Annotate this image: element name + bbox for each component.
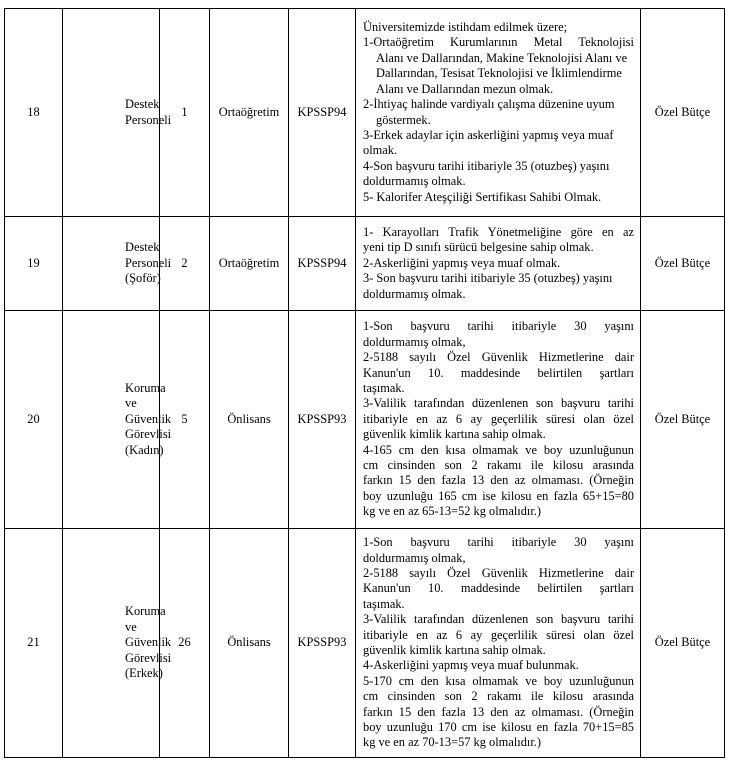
requirement-line: 1-Ortaöğretim Kurumlarının Metal Teknolojisi bbox=[363, 35, 634, 50]
requirement-line: 1-Son başvuru tarihi itibariyle 30 yaşını bbox=[363, 535, 634, 550]
title-line: Koruma ve bbox=[125, 604, 166, 634]
education-level: Ortaöğretim bbox=[210, 9, 289, 217]
requirement-line: 2-5188 sayılı Özel Güvenlik Hizmetlerine dair bbox=[363, 565, 634, 580]
education-level: Ortaöğretim bbox=[210, 217, 289, 311]
requirement-line: Üniversitemizde istihdam edilmek üzere; bbox=[363, 20, 568, 35]
title-line: Görevlisi bbox=[125, 427, 172, 442]
requirement-line: farkın 15 den fazla 13 den az olmaması. (Örneğin bbox=[363, 704, 634, 719]
requirement-line: Alanı ve Dallarından, Makine Teknolojisi Alanı ve bbox=[376, 50, 628, 65]
requirement-line: Kanun'un 10. maddesinde belirtilen şartları bbox=[363, 365, 634, 380]
position-title bbox=[63, 311, 172, 529]
requirements-cell bbox=[356, 9, 641, 217]
title-line: Güvenlik bbox=[125, 635, 172, 650]
requirement-line: 1- Karayolları Trafik Yönetmeliğine göre en az bbox=[363, 224, 634, 239]
title-line: (Şoför) bbox=[125, 271, 161, 286]
table-row bbox=[5, 217, 725, 311]
requirement-line: doldurmamış olmak. bbox=[363, 286, 466, 301]
position-count: 5 bbox=[160, 311, 210, 529]
requirement-line: cm cinsinden son 2 rakamı ile kilosu arasında bbox=[363, 689, 634, 704]
requirement-line: 4-165 cm den kısa olmamak ve boy uzunluğunun bbox=[363, 442, 634, 457]
requirement-line: 1-Son başvuru tarihi itibariyle 30 yaşını bbox=[363, 319, 634, 334]
requirement-line: taşımak. bbox=[363, 380, 405, 395]
requirements-cell bbox=[356, 529, 641, 758]
budget-type: Özel Bütçe bbox=[641, 217, 725, 311]
education-level: Önlisans bbox=[210, 529, 289, 758]
title-line: Destek bbox=[125, 240, 160, 255]
requirement-line: 4-Son başvuru tarihi itibariyle 35 (otuzbeş) yaşını bbox=[363, 158, 610, 173]
kpss-score-type: KPSSP93 bbox=[289, 311, 356, 529]
title-line: (Erkek) bbox=[125, 666, 163, 681]
requirement-line: farkın 15 den fazla 13 den az olmaması. (Örneğin bbox=[363, 473, 634, 488]
requirement-line: göstermek. bbox=[376, 112, 431, 127]
requirement-line: güvenlik kimlik kartına sahip olmak. bbox=[363, 643, 546, 657]
table-row bbox=[5, 529, 725, 758]
position-title bbox=[63, 529, 172, 758]
requirement-line: güvenlik kimlik kartına sahip olmak. bbox=[363, 427, 546, 442]
position-count: 1 bbox=[160, 9, 210, 217]
table-row bbox=[5, 311, 725, 529]
requirement-line: boy uzunluğu 165 cm ise kilosu en fazla 65+15=80 bbox=[363, 488, 634, 503]
requirement-line: 5-170 cm den kısa olmamak ve boy uzunluğunun bbox=[363, 673, 634, 688]
requirement-line: doldurmamış olmak, bbox=[363, 550, 466, 565]
position-count: 26 bbox=[160, 529, 210, 758]
requirement-line: 3-Valilik tarafından düzenlenen son başvuru tarihi bbox=[363, 612, 634, 627]
requirement-line: 5- Kalorifer Ateşçiliği Sertifikası Sahibi Olmak. bbox=[363, 189, 602, 204]
requirement-line: 2-5188 sayılı Özel Güvenlik Hizmetlerine dair bbox=[363, 350, 634, 365]
title-line: Personeli bbox=[125, 112, 172, 127]
title-line: Destek bbox=[125, 97, 160, 112]
title-line: Personeli bbox=[125, 255, 172, 270]
row-number: 18 bbox=[5, 9, 63, 217]
requirement-line: Kanun'un 10. maddesinde belirtilen şartları bbox=[363, 581, 634, 596]
title-line: Koruma ve bbox=[125, 380, 166, 411]
kpss-score-type: KPSSP94 bbox=[289, 217, 356, 311]
requirement-line: 3-Valilik tarafından düzenlenen son başvuru tarihi bbox=[363, 396, 634, 411]
title-line: Görevlisi bbox=[125, 650, 172, 665]
position-title bbox=[63, 217, 172, 311]
row-number: 20 bbox=[5, 311, 63, 529]
table-row bbox=[5, 9, 725, 217]
position-count: 2 bbox=[160, 217, 210, 311]
budget-type: Özel Bütçe bbox=[641, 9, 725, 217]
positions-table bbox=[4, 8, 725, 758]
requirements-cell bbox=[356, 217, 641, 311]
requirement-line: 2-İhtiyaç halinde vardiyalı çalışma düzenine uyum bbox=[363, 97, 615, 112]
requirements-cell bbox=[356, 311, 641, 529]
requirement-line: 2-Askerliğini yapmış veya muaf olmak. bbox=[363, 255, 561, 270]
position-title bbox=[63, 9, 172, 217]
kpss-score-type: KPSSP93 bbox=[289, 529, 356, 758]
row-number: 21 bbox=[5, 529, 63, 758]
row-number: 19 bbox=[5, 217, 63, 311]
requirement-line: olmak. bbox=[363, 143, 398, 158]
table-body bbox=[5, 9, 725, 758]
title-line: (Kadın) bbox=[125, 442, 164, 457]
budget-type: Özel Bütçe bbox=[641, 529, 725, 758]
requirement-line: 3-Erkek adaylar için askerliğini yapmış veya muaf bbox=[363, 127, 614, 142]
education-level: Önlisans bbox=[210, 311, 289, 529]
requirement-line: kg ve en az 70-13=57 kg olmalıdır.) bbox=[363, 735, 542, 750]
requirement-line: taşımak. bbox=[363, 596, 405, 611]
kpss-score-type: KPSSP94 bbox=[289, 9, 356, 217]
requirement-line: itibariyle en az 6 ay geçerlilik süresi olan özel bbox=[363, 627, 634, 642]
title-line: Güvenlik bbox=[125, 411, 172, 426]
requirement-line: kg ve en az 65-13=52 kg olmalıdır.) bbox=[363, 504, 542, 519]
budget-type: Özel Bütçe bbox=[641, 311, 725, 529]
requirement-line: 3- Son başvuru tarihi itibariyle 35 (otuzbeş) yaşını bbox=[363, 271, 613, 286]
requirement-line: Dallarından, Tesisat Teknolojisi ve İklimlendirme bbox=[376, 66, 622, 81]
requirement-line: cm cinsinden son 2 rakamı ile kilosu arasında bbox=[363, 458, 634, 473]
requirement-line: Alanı ve Dallarından mezun olmak. bbox=[376, 81, 554, 96]
requirement-line: 4-Askerliğini yapmış veya muaf bulunmak. bbox=[363, 658, 579, 673]
requirement-line: doldurmamış olmak, bbox=[363, 334, 466, 349]
requirement-line: itibariyle en az 6 ay geçerlilik süresi olan özel bbox=[363, 411, 634, 426]
requirement-line: boy uzunluğu 170 cm ise kilosu en fazla 70+15=85 bbox=[363, 720, 634, 735]
requirement-line: yeni tip D sınıfı sürücü belgesine sahip olmak. bbox=[363, 240, 594, 255]
requirement-line: doldurmamış olmak. bbox=[363, 174, 466, 189]
